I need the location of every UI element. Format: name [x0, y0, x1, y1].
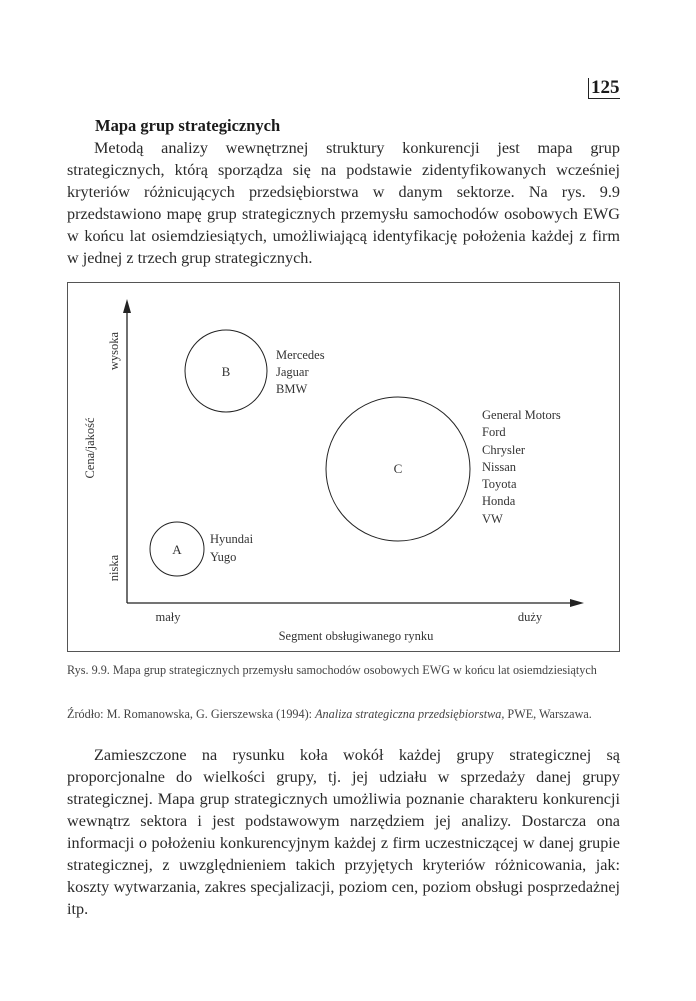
- group-b-label: B: [221, 364, 231, 379]
- chart-svg: [68, 283, 621, 653]
- y-axis-title: Cena/jakość: [83, 417, 97, 479]
- paragraph-intro: Metodą analizy wewnętrznej struktury konkurencji jest mapa grup strategicznych, którą sporządza się na podstawie zidentyfikowanych wcześniej kryteriów różnicujących przedsiębiorstwa w danym sektorze. Na rys. 9.9 przedstawiono mapę grup strategicznych przemysłu samochodów osobowych EWG w końcu lat osiemdziesiątych, umożliwiającą identyfikację położenia każdej z firm w jednej z trzech grup strategicznych.: [67, 139, 620, 267]
- source-prefix: Źródło: M. Romanowska, G. Gierszewska (1994):: [67, 707, 316, 721]
- group-b-firm: BMW: [276, 382, 308, 396]
- group-c-firm: Toyota: [482, 477, 517, 491]
- group-c-firm: Ford: [482, 425, 506, 439]
- group-a-firm: Yugo: [210, 550, 237, 564]
- group-c-firm: Chrysler: [482, 443, 526, 457]
- group-b-firm: Jaguar: [276, 365, 309, 379]
- y-high-label: wysoka: [107, 331, 121, 371]
- paragraph-body: Zamieszczone na rysunku koła wokół każdej grupy strategicznej są proporcjonalne do wielkości grupy, tj. jej udziału w sprzedaży danej grupy strategicznej. Mapa grup strategicznych umożliwia poznanie charakteru konkurencji wewnątrz sektora i jest podstawowym narzędziem jej analizy. Dostarcza ona informacji o położeniu konkurencyjnym każdej z firm uczestniczącej w danej grupie strategicznej, z uwzględnieniem takich przyjętych kryteriów różnicowania, jak: koszty wytwarzania, zakres specjalizacji, poziom cen, poziom obsługi posprzedażnej itp.: [67, 746, 620, 918]
- group-a-firm: Hyundai: [210, 532, 254, 546]
- group-a-label: A: [172, 542, 182, 557]
- x-low-label: mały: [155, 610, 181, 624]
- y-low-label: niska: [107, 554, 121, 582]
- x-axis-title: Segment obsługiwanego rynku: [278, 629, 434, 643]
- y-axis-arrow: [123, 299, 131, 313]
- source-book-title: Analiza strategiczna przedsiębiorstwa,: [315, 707, 505, 721]
- group-b-firm: Mercedes: [276, 348, 325, 362]
- section-title: Mapa grup strategicznych: [95, 116, 281, 135]
- strategic-group-map: [67, 282, 620, 652]
- group-c-label: C: [393, 461, 403, 476]
- group-c-firm: Nissan: [482, 460, 517, 474]
- group-c-firm: VW: [482, 512, 503, 526]
- group-c-firm: Honda: [482, 494, 516, 508]
- source-suffix: PWE, Warszawa.: [504, 707, 592, 721]
- page-number: 125: [588, 78, 620, 99]
- group-c-firm: General Motors: [482, 408, 561, 422]
- x-axis-arrow: [570, 599, 584, 607]
- figure-source: [67, 706, 620, 722]
- figure-caption: Rys. 9.9. Mapa grup strategicznych przemysłu samochodów osobowych EWG w końcu lat osiemdziesiątych: [67, 663, 597, 677]
- x-high-label: duży: [517, 610, 543, 624]
